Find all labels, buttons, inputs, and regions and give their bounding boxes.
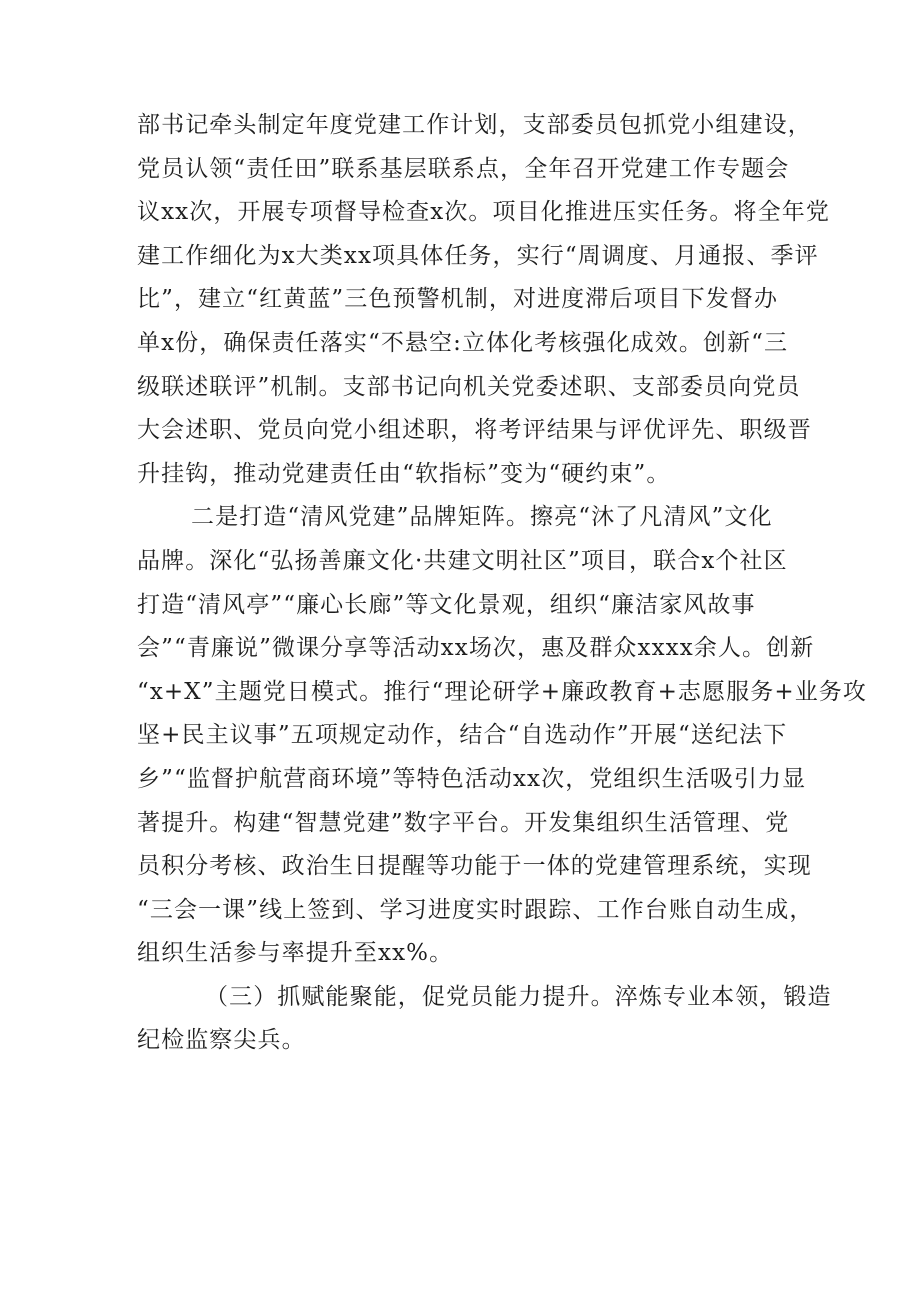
paragraph-line: 会”“青廉说”微课分享等活动xx场次，惠及群众xxxx余人。创新	[137, 635, 815, 662]
paragraph-line: 部书记牵头制定年度党建工作计划，支部委员包抓党小组建设，	[137, 112, 812, 138]
paragraph-line: 升挂钩，推动党建责任由“软指标”变为“硬约束”。	[137, 460, 671, 487]
paragraph-line: 建工作细化为x大类xx项具体任务，实行“周调度、月通报、季评	[137, 242, 819, 269]
document-body	[137, 104, 868, 1063]
paragraph-line: 议xx次，开展专项督导检查x次。项目化推进压实任务。将全年党	[137, 199, 830, 226]
paragraph-line: 纪检监察尖兵。	[137, 1027, 306, 1054]
section-heading-line: （三）抓赋能聚能，促党员能力提升。淬炼专业本领，锻造	[205, 983, 832, 1010]
paragraph-first-line: 二是打造“清风党建”品牌矩阵。擦亮“沐了凡清风”文化	[191, 504, 773, 531]
paragraph-line: 组织生活参与率提升至xx%。	[137, 940, 454, 967]
paragraph-line: 坚+民主议事”五项规定动作，结合“自选动作”开展“送纪法下	[137, 722, 788, 749]
paragraph-line: 打造“清风亭”“廉心长廊”等文化景观，组织“廉洁家风故事	[137, 591, 756, 618]
paragraph-line: 比”，建立“红黄蓝”三色预警机制，对进度滞后项目下发督办	[137, 286, 779, 313]
paragraph-line: 单x份，确保责任落实“不悬空:立体化考核强化成效。创新“三	[137, 329, 789, 356]
paragraph-line: 品牌。深化“弘扬善廉文化·共建文明社区”项目，联合x个社区	[137, 547, 788, 574]
paragraph-line: “x+X”主题党日模式。推行“理论研学+廉政教育+志愿服务+业务攻	[137, 678, 868, 705]
paragraph-line: 级联述联评”机制。支部书记向机关党委述职、支部委员向党员	[137, 373, 801, 400]
paragraph-line: “三会一课”线上签到、学习进度实时跟踪、工作台账自动生成，	[137, 896, 814, 923]
paragraph-line: 党员认领“责任田”联系基层联系点，全年召开党建工作专题会	[137, 155, 790, 182]
paragraph-line: 员积分考核、政治生日提醒等功能于一体的党建管理系统，实现	[137, 853, 812, 880]
paragraph-line: 大会述职、党员向党小组述职，将考评结果与评优评先、职级晋	[137, 417, 812, 444]
paragraph-line: 著提升。构建“智慧党建”数字平台。开发集组织生活管理、党	[137, 809, 790, 836]
paragraph-line: 乡”“监督护航营商环境”等特色活动xx次，党组织生活吸引力显	[137, 765, 807, 792]
